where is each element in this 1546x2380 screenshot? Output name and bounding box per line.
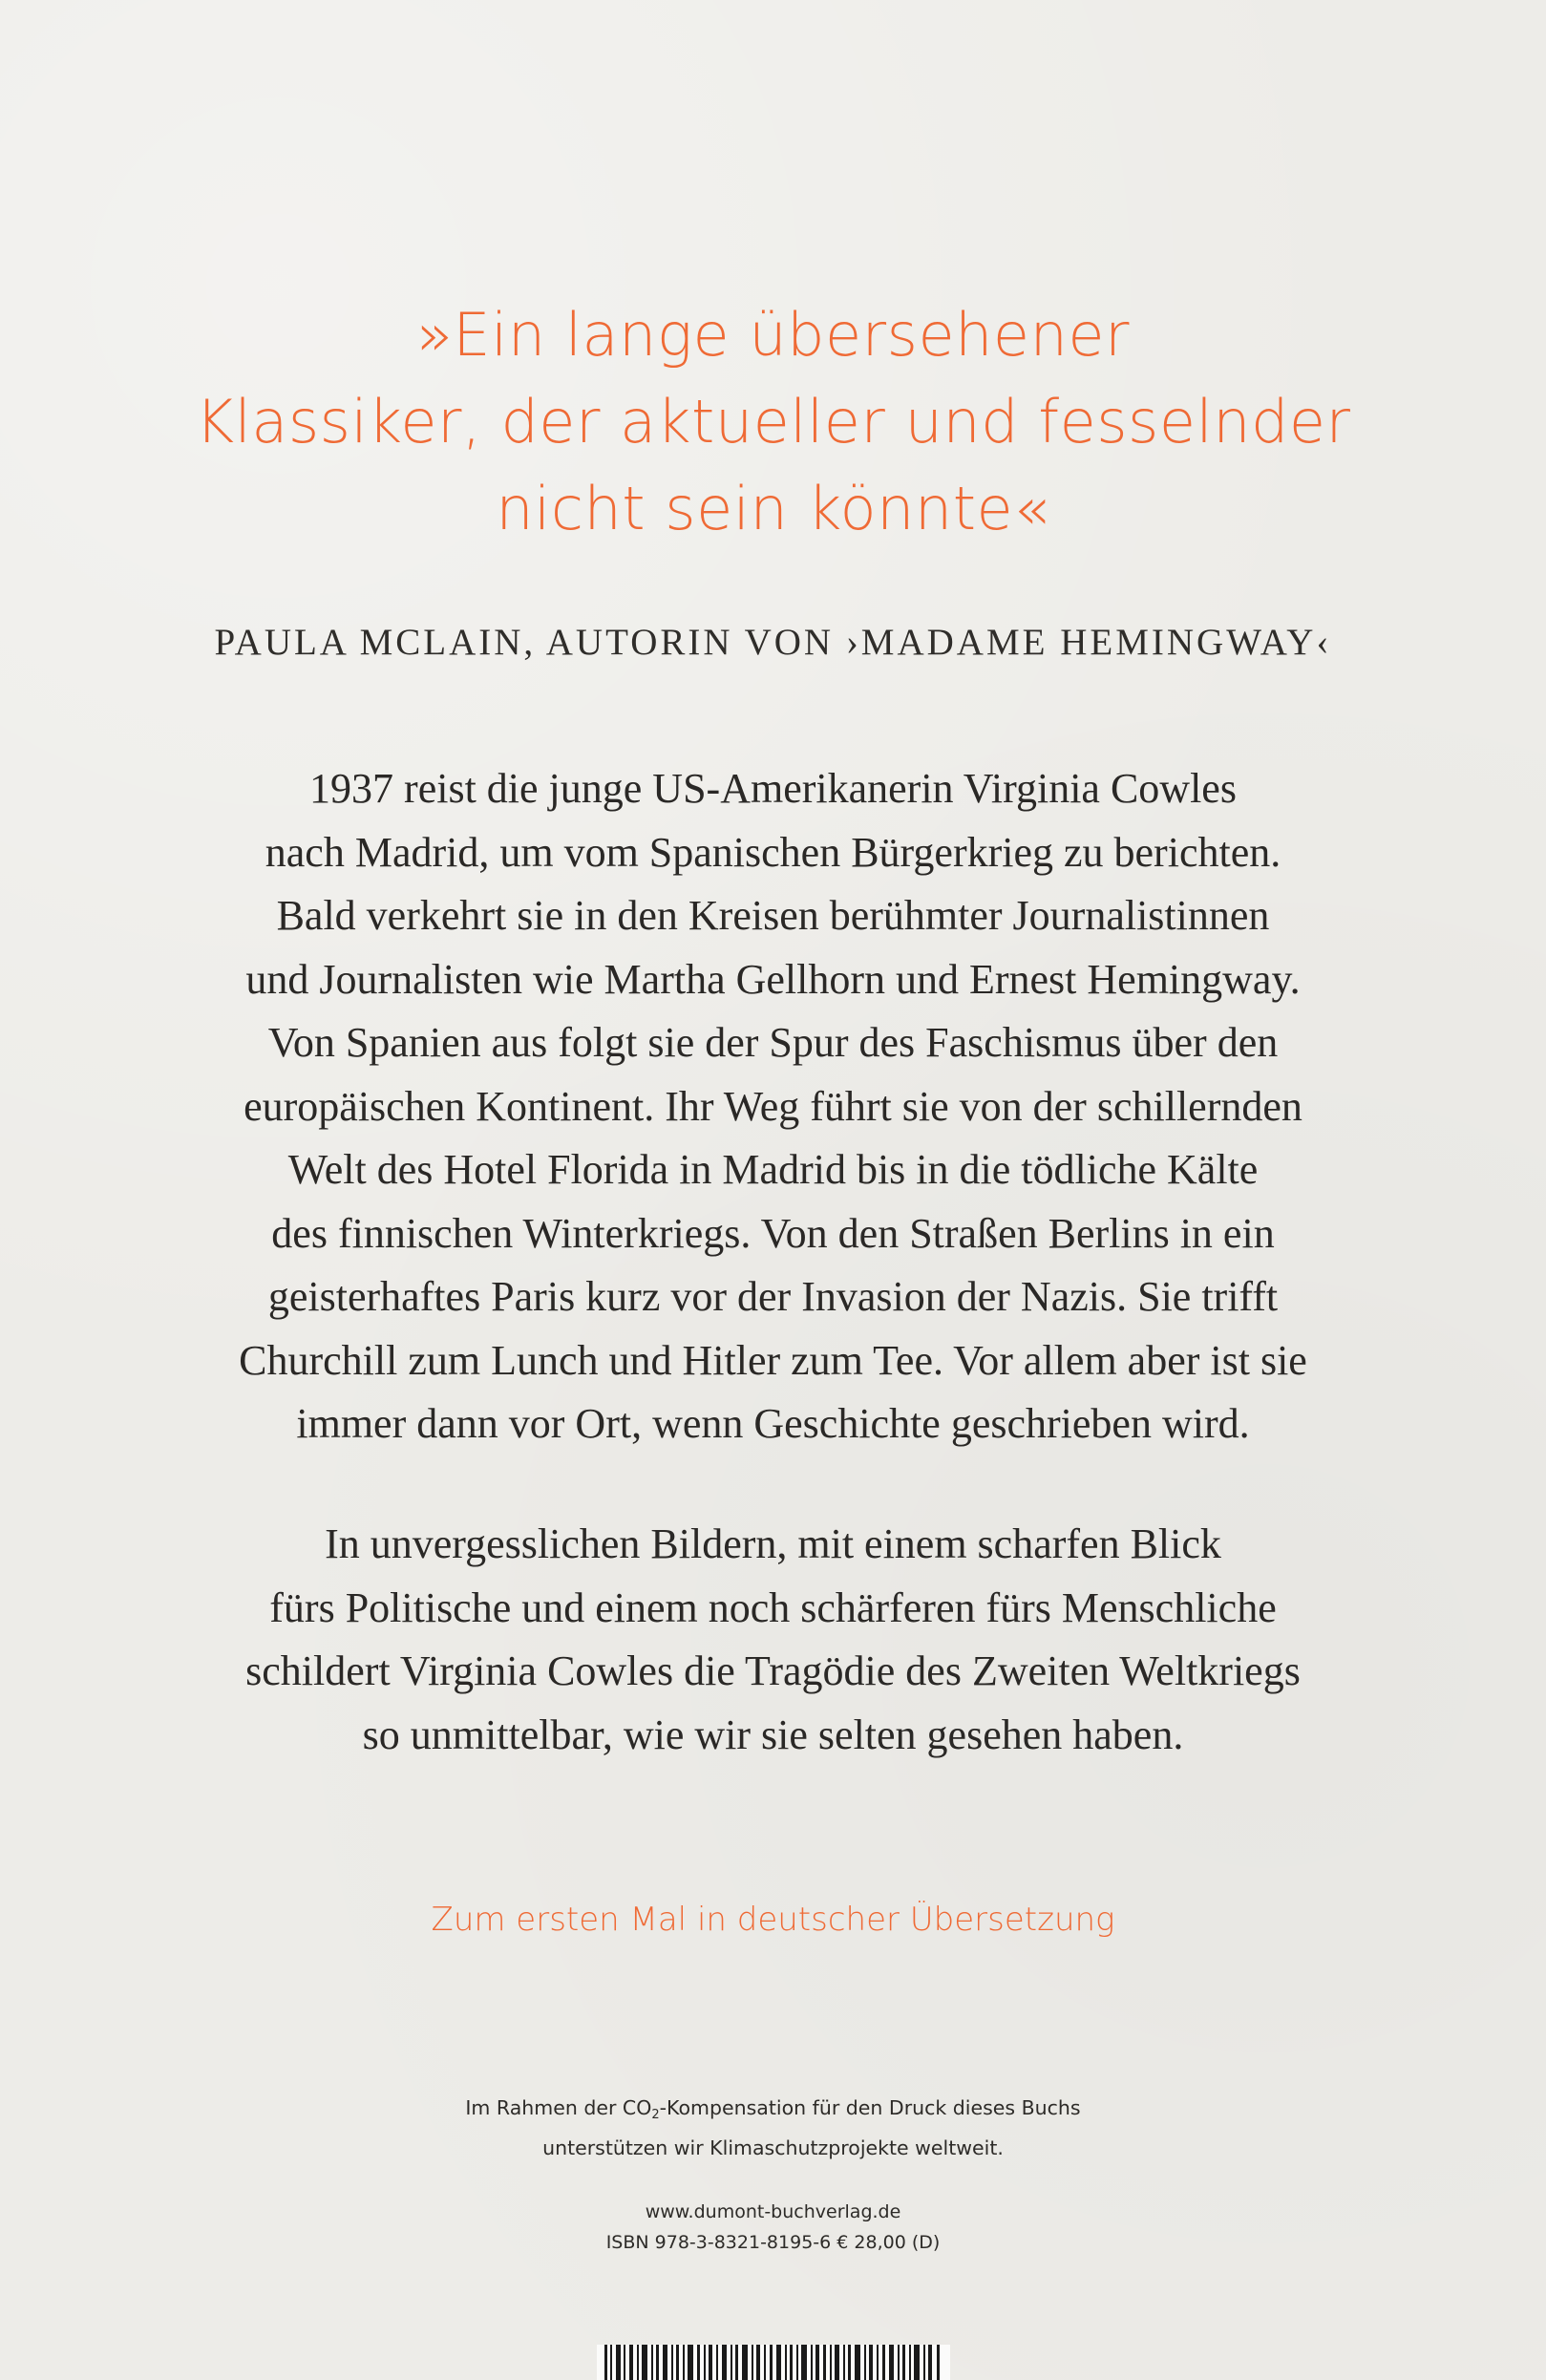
quote-line-1: »Ein lange übersehener <box>415 300 1130 370</box>
blurb-line: und Journalisten wie Martha Gellhorn und Ernest Hemingway. <box>245 955 1301 1003</box>
blurb-line: In unvergesslichen Bildern, mit einem scharfen Blick <box>325 1520 1221 1567</box>
co2-note-line-2: unterstützen wir Klimaschutzprojekte weltweit. <box>542 2136 1004 2159</box>
blurb-line: Bald verkehrt sie in den Kreisen berühmter Journalistinnen <box>276 892 1270 939</box>
blurb-paragraph-1 <box>0 757 1546 1456</box>
blurb-line: so unmittelbar, wie wir sie selten gesehen haben. <box>362 1711 1184 1758</box>
blurb-line: des finnischen Winterkriegs. Von den Straßen Berlins in ein <box>271 1209 1275 1257</box>
blurb-line: schildert Virginia Cowles die Tragödie des Zweiten Weltkriegs <box>245 1647 1301 1694</box>
blurb-line: Welt des Hotel Florida in Madrid bis in die tödliche Kälte <box>287 1146 1259 1193</box>
quote-line-2: Klassiker, der aktueller und fesselnder <box>195 387 1351 457</box>
publisher-website: www.dumont-buchverlag.de <box>645 2201 901 2222</box>
blurb-line: geisterhaftes Paris kurz vor der Invasion der Nazis. Sie trifft <box>267 1273 1279 1320</box>
blurb-paragraph-2 <box>0 1513 1546 1767</box>
blurb-line: fürs Politische und einem noch schärferen fürs Menschliche <box>269 1583 1277 1631</box>
blurb-line: nach Madrid, um vom Spanischen Bürgerkrieg zu berichten. <box>265 828 1281 876</box>
barcode-bars <box>597 2345 950 2380</box>
co2-note-line-1 <box>0 2092 1546 2132</box>
blurb-line: immer dann vor Ort, wenn Geschichte geschrieben wird. <box>296 1400 1250 1447</box>
co2-compensation-note <box>0 2092 1546 2164</box>
publisher-footer <box>0 2197 1546 2258</box>
isbn-price: ISBN 978-3-8321-8195-6 € 28,00 (D) <box>605 2232 941 2253</box>
blurb-line: 1937 reist die junge US-Amerikanerin Virginia Cowles <box>309 765 1237 812</box>
co2-subscript: 2 <box>651 2108 660 2122</box>
blurb-line: europäischen Kontinent. Ihr Weg führt sie von der schillernden <box>244 1082 1302 1130</box>
review-quote <box>0 291 1546 552</box>
blurb-line: Churchill zum Lunch und Hitler zum Tee. Vor allem aber ist sie <box>239 1336 1307 1384</box>
quote-line-3: nicht sein könnte« <box>496 474 1050 543</box>
barcode <box>597 2345 950 2380</box>
quote-attribution: PAULA MCLAIN, AUTORIN VON ›MADAME HEMINGWAY‹ <box>214 622 1332 663</box>
co2-note-text-a: Im Rahmen der CO <box>465 2096 652 2119</box>
blurb-line: Von Spanien aus folgt sie der Spur des Faschismus über den <box>267 1019 1279 1066</box>
translation-tagline: Zum ersten Mal in deutscher Übersetzung <box>431 1901 1115 1939</box>
co2-note-text-b: -Kompensation für den Druck dieses Buchs <box>659 2096 1081 2119</box>
